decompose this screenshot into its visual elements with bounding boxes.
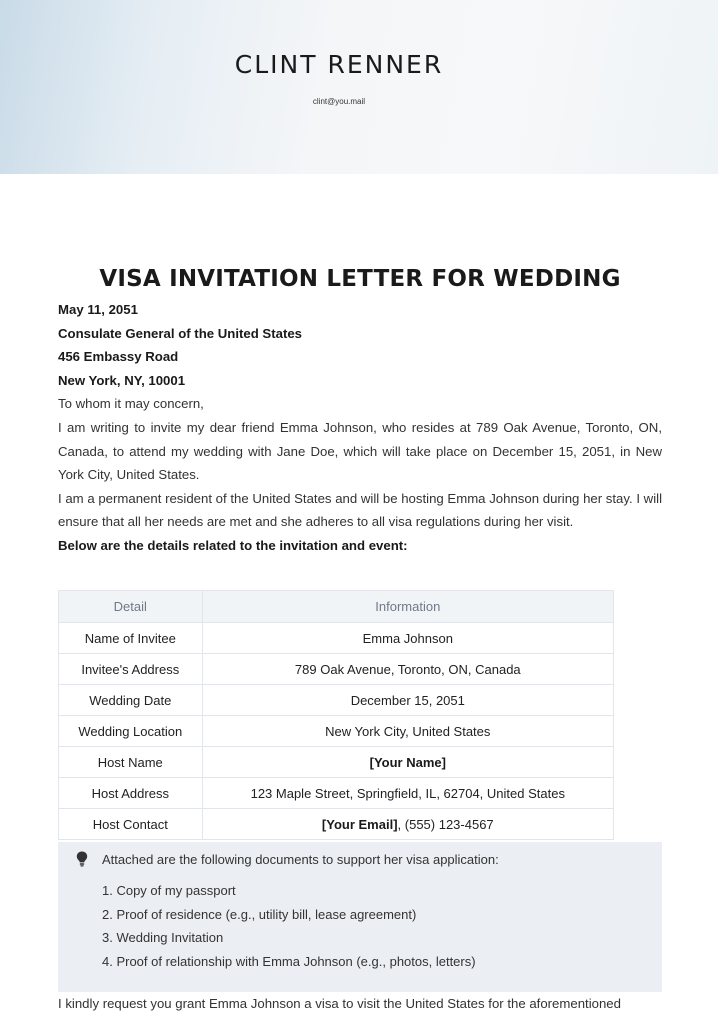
row-label: Host Address bbox=[59, 778, 203, 809]
sender-email: clint@you.mail bbox=[312, 97, 366, 106]
hosting-paragraph: I am a permanent resident of the United States and will be hosting Emma Johnson during her stay. I will ensure that all her needs are met and she adheres to all visa regulations during her visit. bbox=[58, 490, 662, 530]
row-value: 123 Maple Street, Springfield, IL, 62704, United States bbox=[202, 778, 613, 809]
list-item: 4. Proof of relationship with Emma Johnson (e.g., photos, letters) bbox=[102, 953, 476, 969]
row-label: Wedding Date bbox=[59, 685, 203, 716]
row-label: Host Contact bbox=[59, 809, 203, 840]
table-row bbox=[59, 778, 614, 809]
attachments-list bbox=[102, 879, 476, 973]
table-header-row bbox=[59, 591, 614, 623]
recipient-line-1: Consulate General of the United States bbox=[58, 325, 303, 341]
host-email-placeholder: [Your Email] bbox=[321, 816, 398, 832]
row-value bbox=[202, 809, 613, 840]
column-header-information: Information bbox=[202, 591, 613, 623]
sender-name: CLINT RENNER bbox=[234, 50, 444, 79]
table-row bbox=[59, 654, 614, 685]
row-value: 789 Oak Avenue, Toronto, ON, Canada bbox=[202, 654, 613, 685]
lightbulb-icon bbox=[76, 851, 88, 867]
document-title: VISA INVITATION LETTER FOR WEDDING bbox=[99, 266, 621, 292]
row-value: New York City, United States bbox=[202, 716, 613, 747]
salutation: To whom it may concern, bbox=[58, 396, 204, 412]
table-row bbox=[59, 809, 614, 840]
table-row bbox=[59, 716, 614, 747]
table-row bbox=[59, 623, 614, 654]
recipient-line-3: New York, NY, 10001 bbox=[58, 372, 186, 388]
list-item: 3. Wedding Invitation bbox=[102, 930, 224, 945]
invitation-paragraph: I am writing to invite my dear friend Emma Johnson, who resides at 789 Oak Avenue, Toronto, ON, Canada, to attend my wedding with Jane Doe, which will take place on December 15, 2051, in New York City, United States. bbox=[58, 419, 662, 483]
letter-body bbox=[58, 298, 662, 558]
row-label: Invitee's Address bbox=[59, 654, 203, 685]
row-label: Host Name bbox=[59, 747, 203, 778]
attachments-callout bbox=[58, 842, 662, 992]
table-row bbox=[59, 685, 614, 716]
list-item: 1. Copy of my passport bbox=[102, 883, 236, 898]
row-label: Name of Invitee bbox=[59, 623, 203, 654]
host-phone: , (555) 123-4567 bbox=[397, 816, 494, 832]
table-row bbox=[59, 747, 614, 778]
list-item: 2. Proof of residence (e.g., utility bill, lease agreement) bbox=[102, 906, 417, 922]
details-heading: Below are the details related to the invitation and event: bbox=[58, 537, 408, 553]
letterhead-banner bbox=[0, 0, 718, 174]
closing-paragraph: I kindly request you grant Emma Johnson a visa to visit the United States for the aforementioned bbox=[58, 996, 621, 1011]
letter-date: May 11, 2051 bbox=[58, 302, 138, 317]
row-value: December 15, 2051 bbox=[202, 685, 613, 716]
attachments-intro: Attached are the following documents to support her visa application: bbox=[102, 852, 499, 867]
row-value: Emma Johnson bbox=[202, 623, 613, 654]
recipient-line-2: 456 Embassy Road bbox=[58, 349, 179, 365]
row-label: Wedding Location bbox=[59, 716, 203, 747]
row-value: [Your Name] bbox=[202, 747, 613, 778]
details-table bbox=[58, 590, 614, 840]
column-header-detail: Detail bbox=[59, 591, 203, 623]
